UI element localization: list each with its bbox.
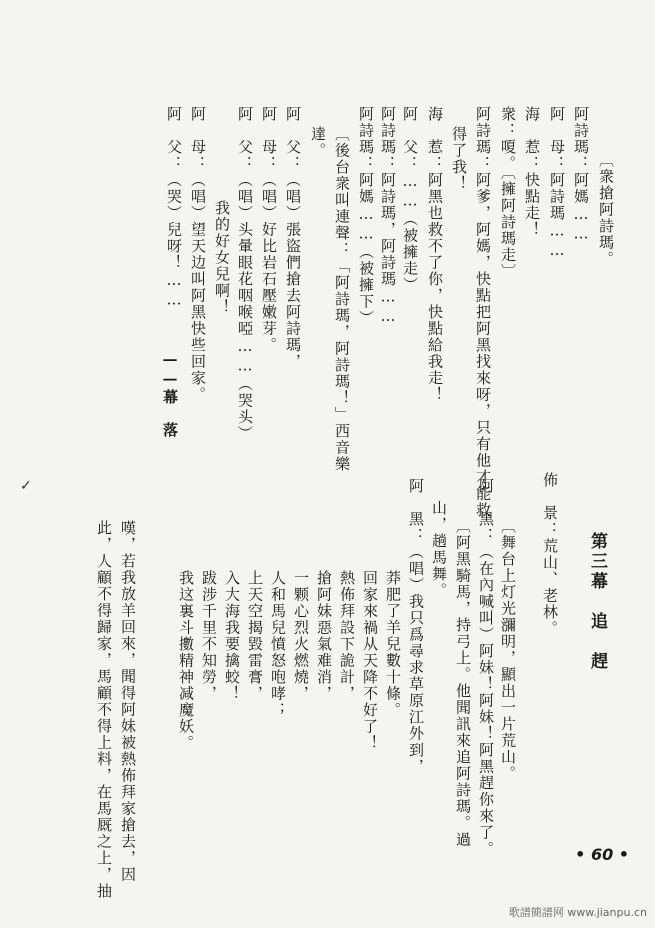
watermark: 歌譜簡譜网 www.jianpu.cn bbox=[508, 906, 647, 919]
margin-mark: ✓ bbox=[20, 478, 32, 494]
dialogue-line: 衆：嗄。〔擁阿詩瑪走〕 bbox=[499, 106, 517, 280]
dialogue-line: 阿 父：（哭）兒呀！…… bbox=[165, 106, 183, 310]
dialogue-line: 阿詩瑪：阿媽……（被擁下） bbox=[357, 106, 375, 327]
dialogue-line: 阿詩瑪：阿爹，阿媽，快點把阿黑找來呀，只有他才能救 bbox=[474, 106, 492, 519]
dialogue-line: 阿 母：阿詩瑪…… bbox=[548, 106, 566, 261]
song-line: 我这裏斗擻精神减魔妖。 bbox=[177, 570, 195, 752]
dialogue-line: 我的好女兒啊！ bbox=[213, 200, 231, 316]
dialogue-line: 阿 母：（唱）望天边叫阿黑快些回家。 bbox=[189, 106, 207, 403]
song-line: 人和馬兒憤怒咆哮； bbox=[269, 570, 287, 719]
act-title: 第三幕 追 趕 bbox=[587, 532, 607, 672]
dialogue-line: 阿 黑：（在內喊叫）阿妹！阿妹！阿黑趕你來了。 bbox=[477, 478, 495, 858]
song-line: 一颗心烈火燃燒， bbox=[292, 570, 310, 702]
page-number: • 60 • bbox=[575, 845, 629, 864]
song-line: 回家來禍从天降不好了！ bbox=[361, 570, 379, 752]
dialogue-line: 阿詩瑪：阿媽…… bbox=[572, 106, 590, 244]
scene-description: 佈 景：荒山、老林。 bbox=[541, 472, 559, 637]
dialogue-line: 阿 母：（唱）好比岩石壓嫩芽。 bbox=[260, 106, 278, 354]
stage-direction: 〔阿黑騎馬，持弓上。他聞訊來追阿詩瑪。過 bbox=[454, 518, 472, 848]
song-line: 入大海我要擒蛟！ bbox=[223, 570, 241, 702]
dialogue-line: 得了我！ bbox=[450, 126, 468, 192]
song-line: 搶阿妹惡氣难消， bbox=[315, 570, 333, 702]
dialogue-line: 海 惹：快點走！ bbox=[523, 106, 541, 238]
dialogue-line: 嘆，若我放羊回來，聞得阿妹被熱佈拜家搶去，因 bbox=[119, 520, 137, 883]
dialogue-line: 阿 黑：（唱）我只爲尋求草原江外到， bbox=[407, 478, 425, 775]
curtain-text: ——幕 落 bbox=[161, 350, 179, 439]
song-line: 跋涉千里不知勞， bbox=[200, 570, 218, 702]
stage-direction: 〔舞台上灯光瀰明，顯出一片荒山。 bbox=[499, 518, 517, 782]
song-line: 上天空揭毀雷膏， bbox=[246, 570, 264, 702]
song-line: 熱佈拜設下詭計， bbox=[338, 570, 356, 702]
dialogue-line: 阿 父：（唱）張盜們搶去阿詩瑪， bbox=[284, 106, 302, 370]
dialogue-line: 此，人顧不得歸家，馬顧不得上料，在馬厩之上，抽 bbox=[95, 520, 113, 900]
dialogue-line: 阿詩瑪：阿詩瑪，阿詩瑪…… bbox=[379, 106, 397, 327]
stage-direction: 〔後台衆叫連聲：「阿詩瑪，阿詩瑪！」西音樂 bbox=[333, 126, 351, 473]
song-line: 莽肥了羊兒數十條。 bbox=[384, 570, 402, 719]
dialogue-line: 海 惹：阿黑也救不了你，快點給我走！ bbox=[426, 106, 444, 403]
dialogue-line: 阿 父：……（被擁走） bbox=[401, 106, 419, 294]
dialogue-line: 阿 父：（唱）头暈眼花咽喉啞……（哭头） bbox=[236, 106, 254, 442]
stage-direction: 〔衆搶阿詩瑪。 bbox=[597, 152, 615, 268]
stage-direction: 山，趟馬舞。 bbox=[430, 500, 448, 599]
stage-direction: 達。 bbox=[309, 126, 327, 159]
